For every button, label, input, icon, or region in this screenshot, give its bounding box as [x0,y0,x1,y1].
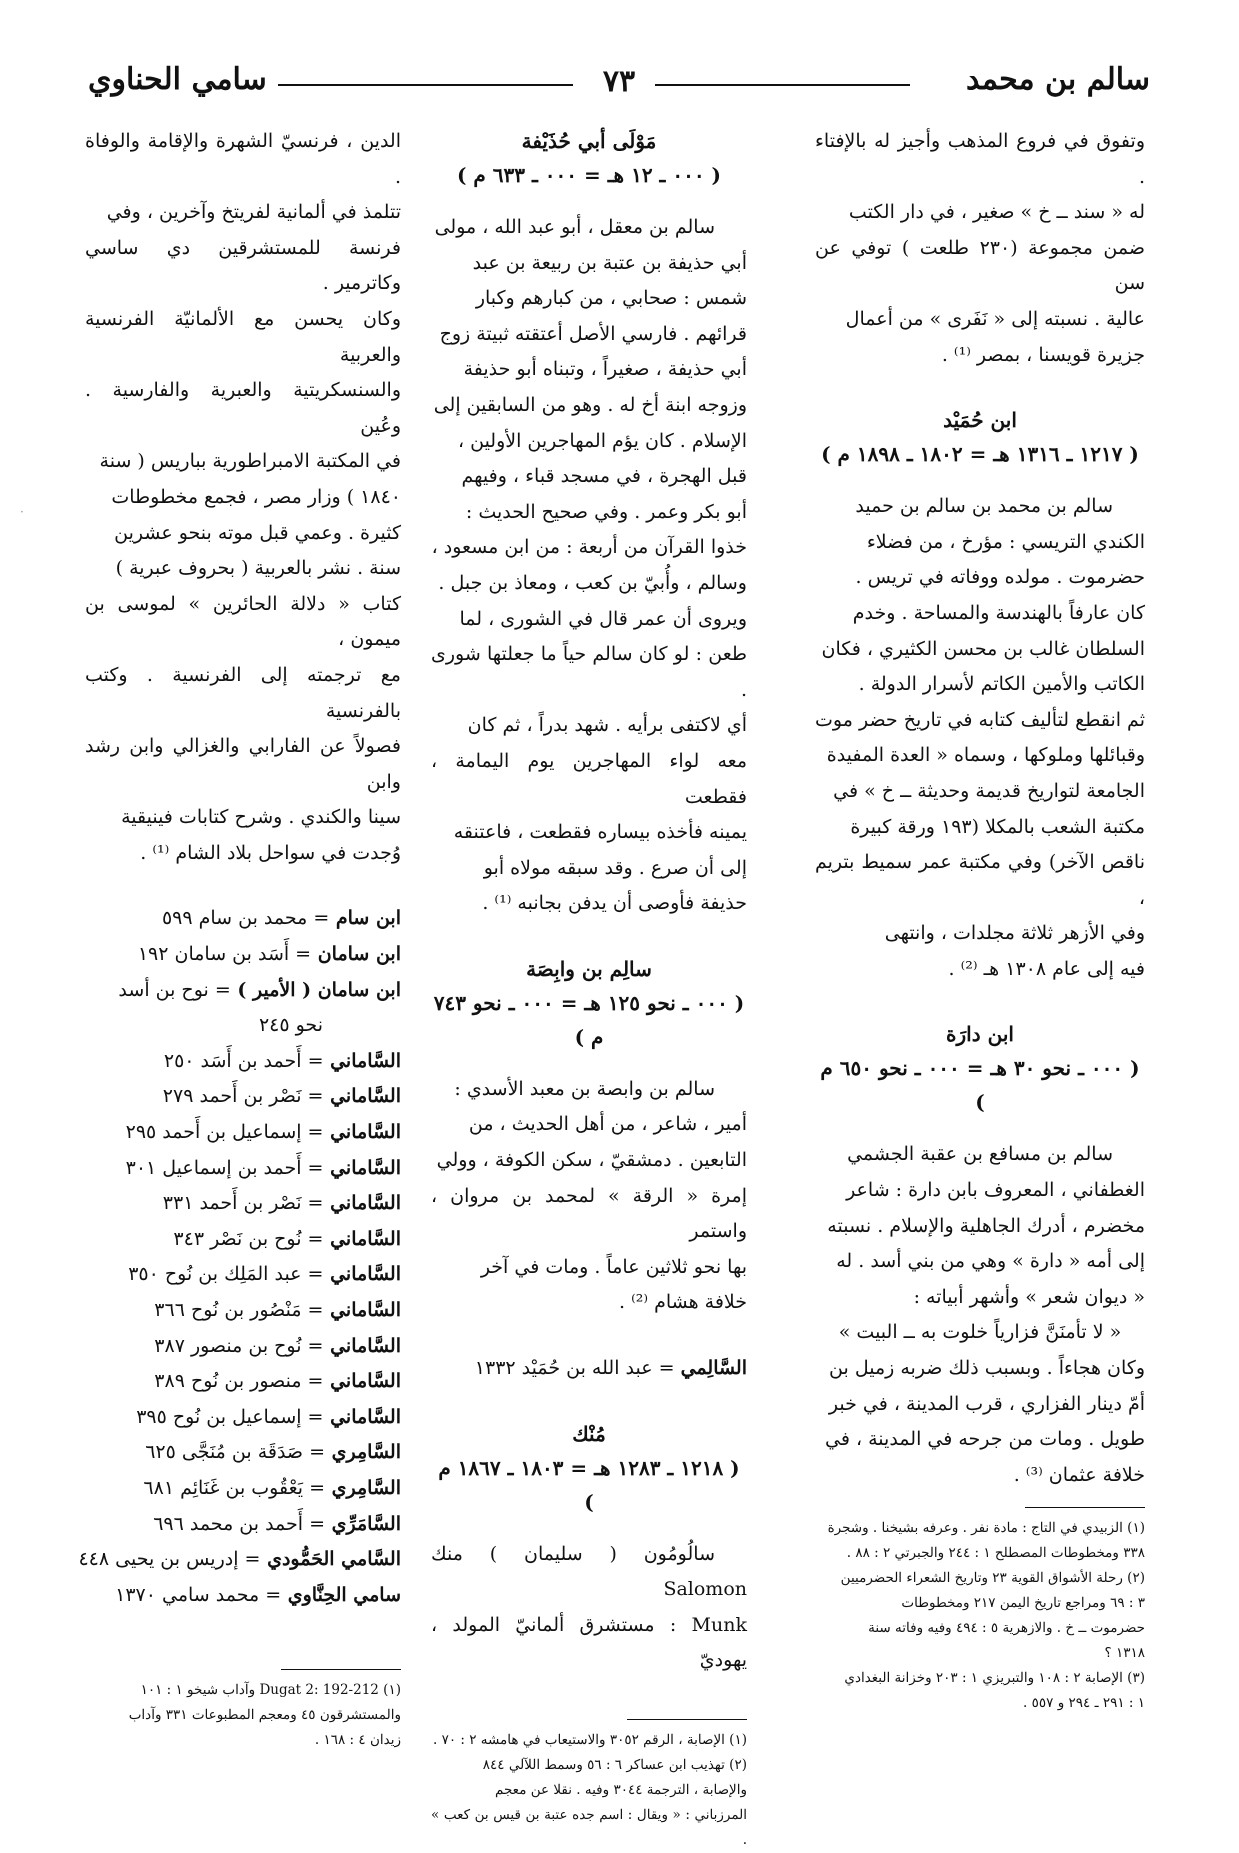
text-line: الدين ، فرنسيّ الشهرة والإقامة والوفاة . [85,130,401,188]
text-line: ناقص الآخر) وفي مكتبة عمر سميط بتريم ، [815,851,1145,909]
cross-reference-value: = محمد سامي ١٣٧٠ [115,1583,282,1606]
cross-reference-key: السَّاماني [323,1299,401,1321]
cross-reference-value: = نَصْر بن أَحمد ٢٧٩ [162,1085,324,1108]
entry-dates-ibn-dara: ( ٠٠٠ ـ نحو ٣٠ هـ = ٠٠٠ ـ نحو ٦٥٠ م ) [820,1056,1140,1115]
cross-reference-key: السَّاماني [323,1121,401,1144]
footnote-line: (٢) رحلة الأشواق القوية ٢٣ وتاريخ الشعراء الحضرميين [840,1570,1145,1587]
entry-verse-ibn-dara: « لا تأمنَنَّ فزارياً خلوت به ــ البيت » [838,1321,1122,1344]
text-line: أي لاكتفى برأيه . شهد بدراً ، ثم كان [467,714,747,737]
text-line: قبل الهجرة ، في مسجد قباء ، وفيهم [461,465,747,488]
footnote-line: المرزباني : « ويقال : اسم جده عتبة بن قيس بن كعب » . [431,1807,747,1848]
footnote-rule [281,1669,401,1670]
middle-footnotes [431,1728,747,1853]
cross-reference-value: = عبد المَلِك بن نُوح ٣٥٠ [128,1263,324,1286]
footnote-line: (١) الإصابة ، الرقم ٣٠٥٢ والاستيعاب في هامشه ٢ : ٧٠ . [432,1732,747,1748]
header-right-title: سالم بن محمد [966,62,1150,97]
cross-reference-row [85,1044,401,1080]
cross-reference-key: السَّاماني [323,1156,401,1179]
text-line: التابعين . دمشقيّ ، سكن الكوفة ، وولي [436,1149,747,1172]
text-line: سالم بن محمد بن سالم بن حميد [855,495,1113,518]
footnote-line: والمستشرقون ٤٥ ومعجم المطبوعات ٣٣١ وآداب [128,1707,401,1724]
footnote-line: حضرموت ــ خ . والازهرية ٥ : ٤٩٤ وفيه وفاته سنة [868,1620,1145,1637]
middle-column [431,124,747,1853]
entry-title-mawla-abi-hudhayfa: مَوْلَى أبي حُذَيْفة [521,129,657,153]
text-line: مخضرم ، أدرك الجاهلية والإسلام . نسبته [827,1214,1145,1237]
text-line: خذوا القرآن من أربعة : من ابن مسعود ، [431,536,747,559]
header-rule-left [278,84,573,86]
footnote-line: ٣٣٨ ومخطوطات المصطلح ١ : ٢٤٤ والجبرتي ٢ : ٨٨ . [846,1545,1145,1562]
entry-body-mawla-abi-hudhayfa [431,210,747,922]
cross-reference-key: سامي الحِنَّاوي [281,1583,401,1606]
entry-body2-ibn-dara [815,1351,1145,1493]
entry-title-ibn-dara: ابن دارَة [946,1022,1014,1047]
left-intro [85,124,401,871]
cross-reference-value: = أَحمد بن أَسَد ٢٥٠ [163,1049,324,1072]
left-footnotes [85,1678,401,1753]
text-line: وفي الأزهر ثلاثة مجلدات ، وانتهى [884,922,1145,945]
header-left-title: سامي الحناوي [88,62,267,97]
cross-reference-key: ابن سام [329,907,401,930]
cross-reference-key: السَّاماني [323,1192,401,1215]
cross-reference-row [85,1435,401,1471]
footnote-line: والإصابة ، الترجمة ٣٠٤٤ وفيه . نقلا عن معجم [494,1782,747,1798]
text-line: خلافة هشام ⁽²⁾ . [619,1291,747,1314]
cross-reference-value: نحو ٢٤٥ [258,1014,323,1037]
text-line: ١٨٤٠ ) وزار مصر ، فجمع مخطوطات [111,485,401,508]
right-intro [815,124,1145,373]
text-line: مكتبة الشعب بالمكلا (١٩٣ ورقة كبيرة [850,815,1145,838]
entry-dates-ibn-humaid: ( ١٢١٧ ـ ١٣١٦ هـ = ١٨٠٢ ـ ١٨٩٨ م ) [821,442,1139,467]
entry-title-salim-ibn-wabisa: سالِم بن وابِصَة [526,956,652,981]
right-footnotes [815,1516,1145,1716]
text-line: له « سند ــ خ » صغير ، في دار الكتب [848,201,1145,224]
text-line: « ديوان شعر » وأشهر أبياته : [913,1285,1145,1308]
cross-reference-row [85,1257,401,1293]
cross-reference-value: = نُوح بن نَصْر ٣٤٣ [173,1227,324,1250]
margin-mark: · [20,505,24,519]
entry-dates-munk: ( ١٢١٨ ـ ١٢٨٣ هـ = ١٨٠٣ ـ ١٨٦٧ م ) [438,1455,740,1514]
text-line: وقبائلها وملوكها ، وسماه « العدة المفيدة [826,744,1145,767]
cross-reference-value: = أَسَد بن سامان ١٩٢ [137,943,312,966]
text-line: Munk : مستشرق ألمانيّ المولد ، يهوديّ [431,1613,747,1672]
cross-reference-row [85,1400,401,1436]
cross-reference-key: السَّاماني [323,1263,401,1286]
left-column [78,124,401,1753]
cross-reference-list [78,901,401,1613]
text-line: شمس : صحابي ، من كبارهم وكبار [475,287,747,310]
entry-body-ibn-humaid [815,489,1145,987]
cross-reference-value: = نُوح بن منصور ٣٨٧ [154,1334,324,1357]
text-line: ضمن مجموعة (٢٣٠ طلعت ) توفي عن سن [815,236,1145,295]
cross-reference-row [85,1222,401,1258]
cross-reference-row [85,1329,401,1365]
cross-reference-value: = أَحمد بن إسماعيل ٣٠١ [125,1156,324,1179]
text-line: الغطفاني ، المعروف بابن دارة : شاعر [846,1179,1145,1202]
text-line: فيه إلى عام ١٣٠٨ هـ ⁽²⁾ . [948,957,1145,980]
text-line: إمرة « الرقة » لمحمد بن مروان ، واستمر [431,1184,747,1243]
text-line: كتاب « دلالة الحائرين » لموسى بن ميمون ، [85,592,401,651]
cross-reference-row [85,1578,401,1614]
cross-reference-salimi [431,1351,747,1387]
footnote-rule [1025,1507,1145,1508]
cross-reference-key: السَّامَرِّي [325,1512,401,1535]
text-line: أمّ دينار الفزاري ، قرب المدينة ، في خبر [828,1392,1145,1415]
text-line: طويل . ومات من جرحه في المدينة ، في [824,1428,1145,1451]
cross-reference-row [85,973,401,1009]
footnote-line: زيدان ٤ : ١٦٨ . [314,1732,401,1749]
cross-reference-row [78,1542,401,1578]
text-line: في المكتبة الامبراطورية بباريس ( سنة [99,450,401,473]
cross-reference-key: السَّاماني [323,1049,401,1072]
cross-reference-row [85,1151,401,1187]
footnote-line: (٣) الإصابة ٢ : ١٠٨ والتبريزي ١ : ٢٠٣ وخزانة البغدادي [844,1670,1145,1687]
text-line: حضرموت . مولده ووفاته في تريس . [855,566,1145,589]
text-line: مع ترجمته إلى الفرنسية . وكتب بالفرنسية [85,663,401,722]
text-line: أبي حذيفة بن عتبة بن ربيعة بن عبد [472,251,747,274]
text-line: إلى أمه « دارة » وهي من بني أسد . له [836,1250,1145,1273]
footnote-line: (٢) تهذيب ابن عساكر ٦ : ٥٦ وسمط اللآلي ٨٤٤ [482,1757,747,1773]
cross-reference-key: السَّاماني [323,1227,401,1250]
text-line: سالم بن مسافع بن عقبة الجشمي [847,1143,1113,1166]
cross-reference-value: = يَعْقُوب بن غَنَائِم ٦٨١ [143,1476,326,1499]
text-line: سالم بن وابصة بن معبد الأسدي : [454,1077,715,1100]
text-line: بها نحو ثلاثين عاماً . ومات في آخر [480,1255,747,1278]
text-line: فرنسة للمستشرقين دي ساسي وكاترمير . [85,236,401,295]
page-number: ٧٣ [602,64,636,99]
text-line: طعن : لو كان سالم حياً ما جعلتها شورى . [431,643,747,701]
text-line: قرائهم . فارسي الأصل أعتقته ثبيتة زوج [439,322,747,345]
cross-reference-key: السَّامي الحَمُّودي [260,1548,401,1571]
text-line: كثيرة . وعمي قبل موته بنحو عشرين [114,521,401,544]
cross-reference-key: السَّاماني [323,1405,401,1428]
entry-title-munk: مُنْك [572,1421,606,1446]
text-line: حذيفة فأوصى أن يدفن بجانبه ⁽¹⁾ . [482,892,747,915]
text-line: وكان يحسن مع الألمانيّة الفرنسية والعربية [85,307,401,366]
cross-reference-value: = منصور بن نُوح ٣٨٩ [154,1370,324,1393]
text-line: أمير ، شاعر ، من أهل الحديث ، من [468,1113,747,1136]
cross-reference-row [85,1115,401,1151]
footnote-line: (١) الزبيدي في التاج : مادة نفر . وعرفه بشيخنا . وشجرة [827,1520,1145,1537]
footnote-line: ١ : ٢٩١ ـ ٢٩٤ و ٥٥٧ . [1023,1695,1145,1712]
cross-reference-row [85,1364,401,1400]
cross-reference-key: السَّاماني [323,1085,401,1108]
entry-body-salim-ibn-wabisa [431,1072,747,1321]
cross-reference-value: = صَدَقَة بن مُنَجَّى ٦٢٥ [145,1441,326,1464]
text-line: وُجدت في سواحل بلاد الشام ⁽¹⁾ . [140,841,401,864]
text-line: عالية . نسبته إلى « نَفَرى » من أعمال [845,307,1145,330]
entry-body-ibn-dara [815,1137,1145,1315]
text-line: الكندي التريسي : مؤرخ ، من فضلاء [866,530,1145,553]
entry-dates-mawla-abi-hudhayfa: ( ٠٠٠ ـ ١٢ هـ = ٠٠٠ ـ ٦٣٣ م ) [456,163,722,187]
cross-reference-key: السَّامِري [325,1441,401,1464]
cross-reference-key: السَّامِري [325,1476,401,1499]
entry-dates-salim-ibn-wabisa: ( ٠٠٠ ـ نحو ١٢٥ هـ = ٠٠٠ ـ نحو ٧٤٣ م ) [433,990,745,1049]
cross-reference-row [85,937,401,973]
cross-reference-key: السَّاماني [323,1370,401,1393]
footnote-rule [627,1719,747,1720]
text-line: كان عارفاً بالهندسة والمساحة . وخدم [852,601,1145,624]
cross-reference-value: = نَصْر بن أَحمد ٣٣١ [162,1192,324,1215]
text-line: خلافة عثمان ⁽³⁾ . [1013,1463,1145,1486]
text-line: وزوجه ابنة أخ له . وهو من السابقين إلى [433,393,747,416]
cross-reference-row [85,1186,401,1222]
text-line: السلطان غالب بن محسن الكثيري ، فكان [821,637,1145,660]
text-line: الكاتب والأمين الكاتم لأسرار الدولة . [858,673,1145,696]
text-line: الإسلام . كان يؤم المهاجرين الأولين ، [457,429,747,452]
text-line: وكان هجاءاً . وبسبب ذلك ضربه زميل بن [829,1357,1145,1380]
entry-body-munk [431,1537,747,1679]
running-header [88,62,1150,108]
text-line: سنة . نشر بالعربية ( بحروف عبرية ) [115,557,401,580]
text-line: أبو بكر وعمر . وفي صحيح الحديث : [465,500,747,523]
text-line: سالُومُون ( سليمان ) منك Salomon [431,1542,747,1601]
footnote-line: (١) Dugat 2: 192-212 وآداب شيخو ١ : ١٠١ [140,1682,401,1699]
text-line: ويروى أن عمر قال في الشورى ، لما [459,607,747,630]
cross-reference-row [85,1079,401,1115]
cross-reference-value: = إسماعيل بن أَحمد ٢٩٥ [125,1121,324,1144]
cross-reference-row [85,1293,401,1329]
cross-reference-value: = إدريس بن يحيى ٤٤٨ [78,1548,261,1571]
cross-reference-key: السَّاماني [323,1334,401,1357]
entry-title-ibn-humaid: ابن حُمَيْد [943,408,1017,433]
text-line: وتفوق في فروع المذهب وأجيز له بالإفتاء . [815,130,1145,188]
cross-reference-value: = محمد بن سام ٥٩٩ [161,907,330,930]
text-line: أبي حذيفة ، صغيراً ، وتبناه أبو حذيفة [463,358,747,381]
footnote-line: ١٣١٨ ؟ [1104,1645,1145,1662]
text-line: ثم انقطع لتأليف كتابه في تاريخ حضر موت [815,708,1145,731]
text-line: وسالم ، وأُبيّ بن كعب ، ومعاذ بن جبل . [438,571,747,594]
text-line: والسنسكريتية والعبرية والفارسية . وعُين [85,379,401,437]
cross-reference-row [85,1507,401,1543]
text-line: تتلمذ في ألمانية لفريتخ وآخرين ، وفي [106,201,401,224]
cross-reference-value: = إسماعيل بن نُوح ٣٩٥ [136,1405,324,1428]
right-column [815,124,1145,1716]
cross-reference-key: ابن سامان ( الأمير ) [230,978,401,1001]
cross-reference-row [85,1471,401,1507]
text-line: يمينه فأخذه بيساره فقطعت ، فاعتنقه [453,821,747,844]
cross-reference-value: = أَحمد بن محمد ٦٩٦ [153,1512,326,1535]
cross-reference-key: ابن سامان [311,943,401,966]
cross-reference-value: = نوح بن أسد [118,978,231,1001]
text-line: فصولاً عن الفارابي والغزالي وابن رشد وابن [85,735,401,793]
footnote-line: ٣ : ٦٩ ومراجع تاريخ اليمن ٢١٧ ومخطوطات [901,1595,1145,1612]
cross-reference-row [85,901,401,937]
cross-reference-value: = عبد الله بن حُمَيْد ١٣٣٢ [474,1357,675,1380]
text-line: سالم بن معقل ، أبو عبد الله ، مولى [434,216,715,238]
cross-reference-row [85,1008,401,1044]
cross-reference-key: السَّالِمي [680,1357,747,1380]
text-line: معه لواء المهاجرين يوم اليمامة ، فقطعت [431,749,747,808]
cross-reference-value: = مَنْصُور بن نُوح ٣٦٦ [154,1299,324,1321]
text-line: سينا والكندي . وشرح كتابات فينيقية [121,806,401,829]
header-rule-right [655,84,910,86]
text-line: الجامعة لتواريخ قديمة وحديثة ــ خ » في [833,779,1145,802]
text-line: إلى أن صرع . وقد سبقه مولاه أبو [483,856,747,879]
text-line: جزيرة قويسنا ، بمصر ⁽¹⁾ . [941,343,1145,366]
